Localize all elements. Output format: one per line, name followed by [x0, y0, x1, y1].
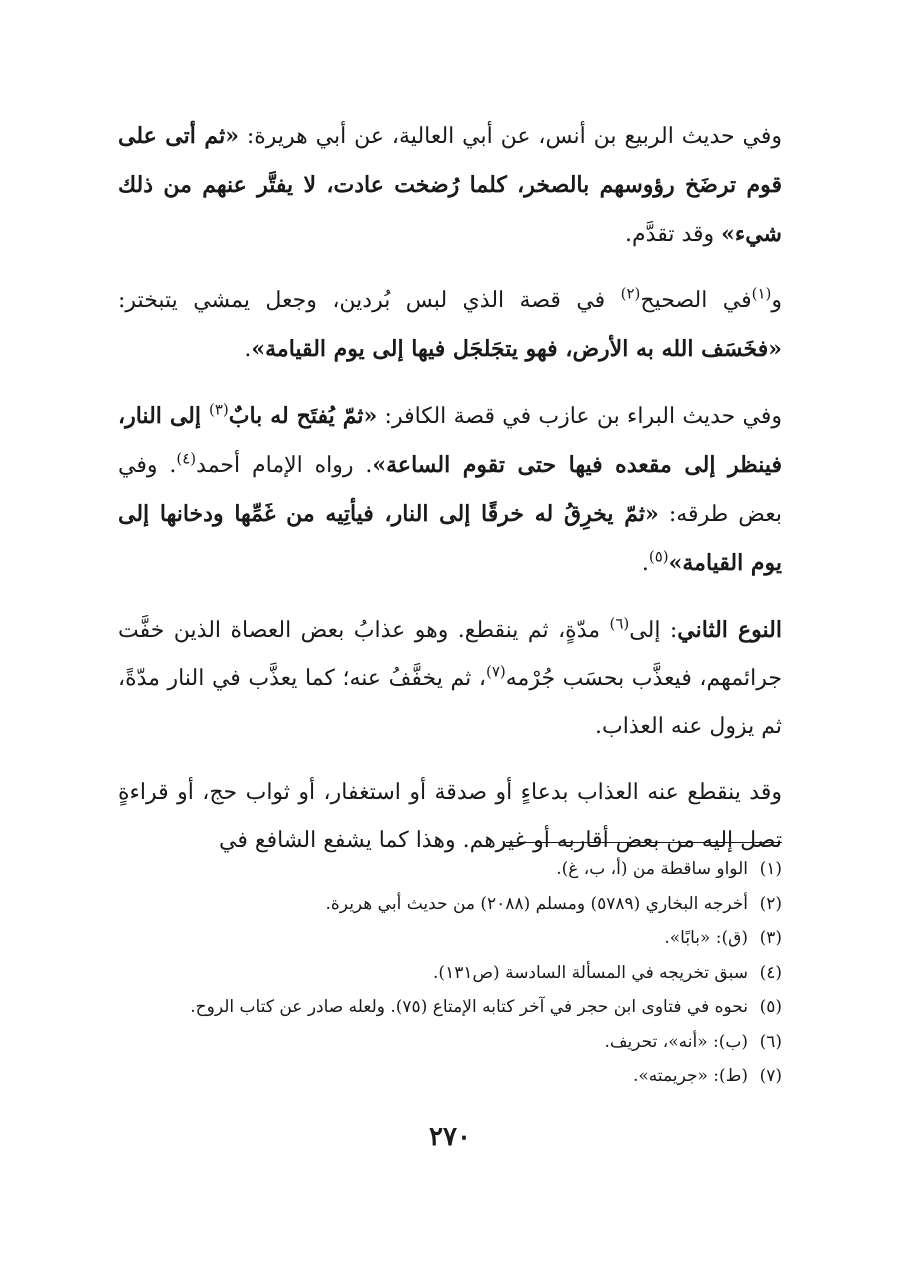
paragraph [118, 606, 782, 751]
footnote [92, 1059, 782, 1094]
bold-quote: «ثمّ يُفتَح له بابٌ [228, 403, 378, 429]
footnote [92, 921, 782, 956]
footnote-number: (١) [759, 859, 782, 879]
footnote-text: (ط): «جريمته». [632, 1066, 748, 1086]
text-run: وقد تقدَّم. [625, 222, 722, 247]
text-run: وفي حديث الربيع بن أنس، عن أبي العالية، عن أبي هريرة: [238, 124, 782, 149]
bold-quote: «ثم أتى على قوم ترضَخ رؤوسهم بالصخر، كلما رُضخت عادت، لا يفتَّر عنهم من ذلك شيء» [118, 123, 782, 247]
footnotes-list [92, 852, 782, 1094]
footnote-text: سبق تخريجه في المسألة السادسة (ص١٣١). [433, 962, 748, 983]
footnote-ref: (٤) [176, 449, 197, 468]
footnote-number: (٣) [759, 928, 782, 948]
page-number: ٢٧٠ [429, 1122, 471, 1152]
footnote-text: الواو ساقطة من (أ، ب، غ). [556, 859, 748, 879]
paragraph [118, 392, 782, 588]
paragraph [118, 277, 782, 374]
footnote-text: أخرجه البخاري (٥٧٨٩) ومسلم (٢٠٨٨) من حديث أبي هريرة. [325, 893, 748, 914]
paragraph [118, 769, 782, 865]
footnote-ref: (٥) [648, 547, 669, 566]
footnote [92, 990, 782, 1025]
footnote-number: (٥) [759, 997, 782, 1017]
text-run: . رواه الإمام أحمد [196, 453, 373, 478]
text-run: . [244, 337, 252, 362]
footnote [92, 852, 782, 887]
bold-quote: إلى النار، فينظر إلى مقعده فيها حتى تقوم الساعة» [118, 403, 782, 478]
footnote-separator [506, 842, 782, 843]
text-run: : إلى [629, 618, 678, 643]
footnote-ref: (٣) [208, 400, 229, 419]
footnote [92, 956, 782, 991]
text-run: و [771, 288, 782, 313]
footnote [92, 887, 782, 922]
page-body [118, 112, 782, 883]
footnote-text: (ب): «أنه»، تحريف. [604, 1031, 748, 1052]
footnote-ref: (٧) [485, 662, 506, 681]
footnote-number: (٤) [759, 962, 782, 983]
text-run: وقد ينقطع عنه العذاب بدعاءٍ أو صدقة أو استغفار، أو ثواب حج، أو قراءةٍ تصل إليه من بعض أقاربه أو غيرهم. وهذا كما يشفع الشافع في [118, 780, 782, 853]
bold-quote: النوع الثاني [677, 617, 782, 643]
text-run: مدّةٍ، ثم ينقطع. وهو عذابُ بعض العصاة الذين خفَّت جرائمهم، فيعذَّب بحسَب جُرْمه [118, 618, 783, 691]
footnote-ref: (٦) [609, 614, 630, 633]
footnote-number: (٢) [759, 893, 782, 914]
text-run: في الصحيح [640, 288, 752, 313]
text-run: وفي حديث البراء بن عازب في قصة الكافر: [377, 404, 782, 429]
footnote-text: نحوه في فتاوى ابن حجر في آخر كتابه الإمتاع (٧٥). ولعله صادر عن كتاب الروح. [190, 997, 748, 1017]
footnote [92, 1025, 782, 1060]
footnote-number: (٧) [759, 1066, 782, 1086]
text-run: . [641, 551, 649, 576]
bold-quote: «ثمّ يخرِقُ له خرقًا إلى النار، فيأتِيه من غَمِّها ودخانها إلى يوم القيامة» [118, 501, 782, 576]
footnote-text: (ق): «بابًا». [664, 928, 748, 948]
text-run: ، ثم يخفَّفُ عنه؛ كما يعذَّب في النار مدّةً، ثم يزول عنه العذاب. [118, 666, 782, 739]
text-run: . وفي بعض طرقه: [118, 453, 782, 527]
bold-quote: «فخَسَف الله به الأرض، فهو يتجَلجَل فيها إلى يوم القيامة» [251, 336, 782, 362]
paragraph [118, 112, 782, 259]
text-run: في قصة الذي لبس بُردين، وجعل يمشي يتبختر: [118, 288, 621, 313]
footnote-number: (٦) [759, 1031, 782, 1052]
footnote-ref: (٢) [620, 284, 641, 303]
footnote-ref: (١) [751, 284, 772, 303]
